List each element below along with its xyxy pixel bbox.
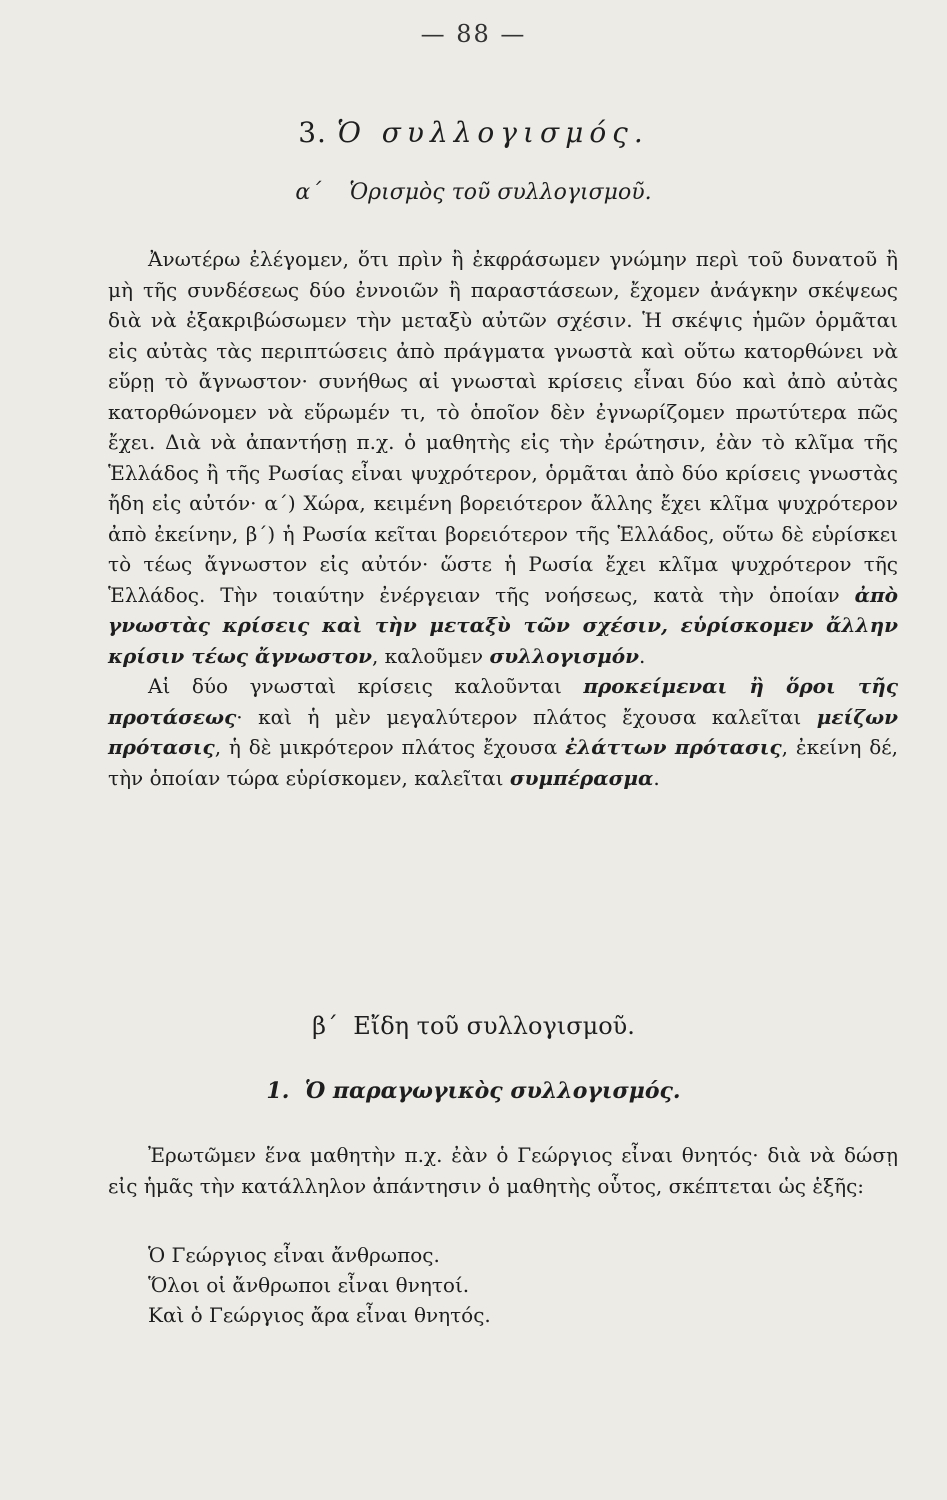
paragraph-definition: Ἀνωτέρω ἐλέγομεν, ὅτι πρὶν ἢ ἐκφράσωμεν γνώμην περὶ τοῦ δυνατοῦ ἢ μὴ τῆς συνδέσεως δύο ἐννοιῶν ἢ παραστάσεων, ἔχομεν ἀνάγκην σκέψεως διὰ νὰ ἐξακριβώσωμεν τὴν μεταξὺ αὐτῶν σχέσιν. Ἡ σκέψις ἡμῶν ὁρμᾶται εἰς αὐτὰς τὰς περιπτώσεις ἀπὸ πράγματα γνωστὰ καὶ οὕτω κατορθώνει νὰ εὕρῃ τὸ ἄγνωστον· συνήθως αἱ γνωσταὶ κρίσεις εἶναι δύο καὶ ἀπὸ αὐτὰς κατορθώνομεν νὰ εὕρωμέν τι, τὸ ὁποῖον δὲν ἐγνωρίζομεν πρωτύτερα πῶς ἔχει. Διὰ νὰ ἀπαντήσῃ π.χ. ὁ μαθητὴς εἰς τὴν ἐρώτησιν, ἐὰν τὸ κλῖμα τῆς Ἑλλάδος ἢ τῆς Ρωσίας εἶναι ψυχρότερον, ὁρμᾶται ἀπὸ δύο κρίσεις γνωστὰς ἤδη εἰς αὐτόν· α΄) Χώρα, κειμένη βορειότερον ἄλλης ἔχει κλῖμα ψυχρότερον ἀπὸ ἐκείνην, β΄) ἡ Ρωσία κεῖται βορειότερον τῆς Ἑλλάδος, οὕτω δὲ εὑρίσκει τὸ τέως ἄγνωστον εἰς αὐτόν· ὥστε ἡ Ρωσία ἔχει κλῖμα ψυχρότερον τῆς Ἑλλάδος. Τὴν τοιαύτην ἐνέργειαν τῆς νοήσεως, κατὰ τὴν ὁποίαν ἀπὸ γνωστὰς κρίσεις καὶ τὴν μεταξὺ τῶν σχέσιν, εὑρίσκομεν ἄλλην κρίσιν τέως ἄγνωστον, καλοῦμεν συλλογισμόν. bbox=[108, 247, 898, 668]
section-b-number: β΄ bbox=[312, 1012, 339, 1040]
chapter-heading bbox=[0, 116, 947, 149]
section-b-title: Εἴδη τοῦ συλλογισμοῦ. bbox=[353, 1012, 635, 1040]
section-a-number: α΄ bbox=[295, 180, 322, 205]
emphasis-conclusion: συμπέρασμα bbox=[509, 765, 654, 790]
subsection-1-number: 1. bbox=[266, 1078, 290, 1104]
body-text-example bbox=[108, 1140, 898, 1201]
subsection-1-title: Ὁ παραγωγικὸς συλλογισμός. bbox=[304, 1078, 681, 1104]
emphasis-syllogism: συλλογισμόν bbox=[489, 643, 639, 668]
paragraph-premises: Αἱ δύο γνωσταὶ κρίσεις καλοῦνται προκείμεναι ἢ ὅροι τῆς προτάσεως· καὶ ἡ μὲν μεγαλύτερον πλάτος ἔχουσα καλεῖται μείζων πρότασις, ἡ δὲ μικρότερον πλάτος ἔχουσα ἐλάττων πρότασις, ἐκείνη δέ, τὴν ὁποίαν τώρα εὑρίσκομεν, καλεῖται συμπέρασμα. bbox=[108, 674, 898, 790]
section-a-title: Ὁρισμὸς τοῦ συλλογισμοῦ. bbox=[349, 180, 652, 205]
chapter-number: 3. bbox=[298, 116, 327, 149]
section-b-heading bbox=[0, 1012, 947, 1040]
syllogism-line: Καὶ ὁ Γεώργιος ἄρα εἶναι θνητός. bbox=[148, 1303, 491, 1327]
emphasis-definition: ἀπὸ γνωστὰς κρίσεις καὶ τὴν μεταξὺ τῶν σχέσιν, εὑρίσκομεν ἄλλην κρίσιν τέως ἄγνωστον bbox=[108, 582, 898, 668]
subsection-1-heading bbox=[0, 1078, 947, 1104]
syllogism-line: Ὁ Γεώργιος εἶναι ἄνθρωπος. bbox=[148, 1243, 440, 1267]
section-a-heading bbox=[0, 180, 947, 205]
emphasis-minor-premise: ἐλάττων πρότασις bbox=[565, 735, 782, 759]
syllogism-line: Ὅλοι οἱ ἄνθρωποι εἶναι θνητοί. bbox=[148, 1273, 470, 1297]
page-number: — 88 — bbox=[420, 20, 527, 48]
body-text-definition bbox=[108, 244, 898, 793]
paragraph-example: Ἐρωτῶμεν ἕνα μαθητὴν π.χ. ἐὰν ὁ Γεώργιος εἶναι θνητός· διὰ νὰ δώσῃ εἰς ἡμᾶς τὴν κατάλληλον ἀπάντησιν ὁ μαθητὴς οὗτος, σκέπτεται ὡς ἑξῆς: bbox=[108, 1143, 898, 1198]
emphasis-premises: προκείμεναι ἢ ὅροι τῆς προτάσεως bbox=[108, 674, 898, 729]
chapter-title: Ὁ συλλογισμός. bbox=[336, 116, 649, 149]
emphasis-major-premise: μείζων πρότασις bbox=[108, 704, 898, 759]
syllogism-example bbox=[148, 1240, 491, 1330]
